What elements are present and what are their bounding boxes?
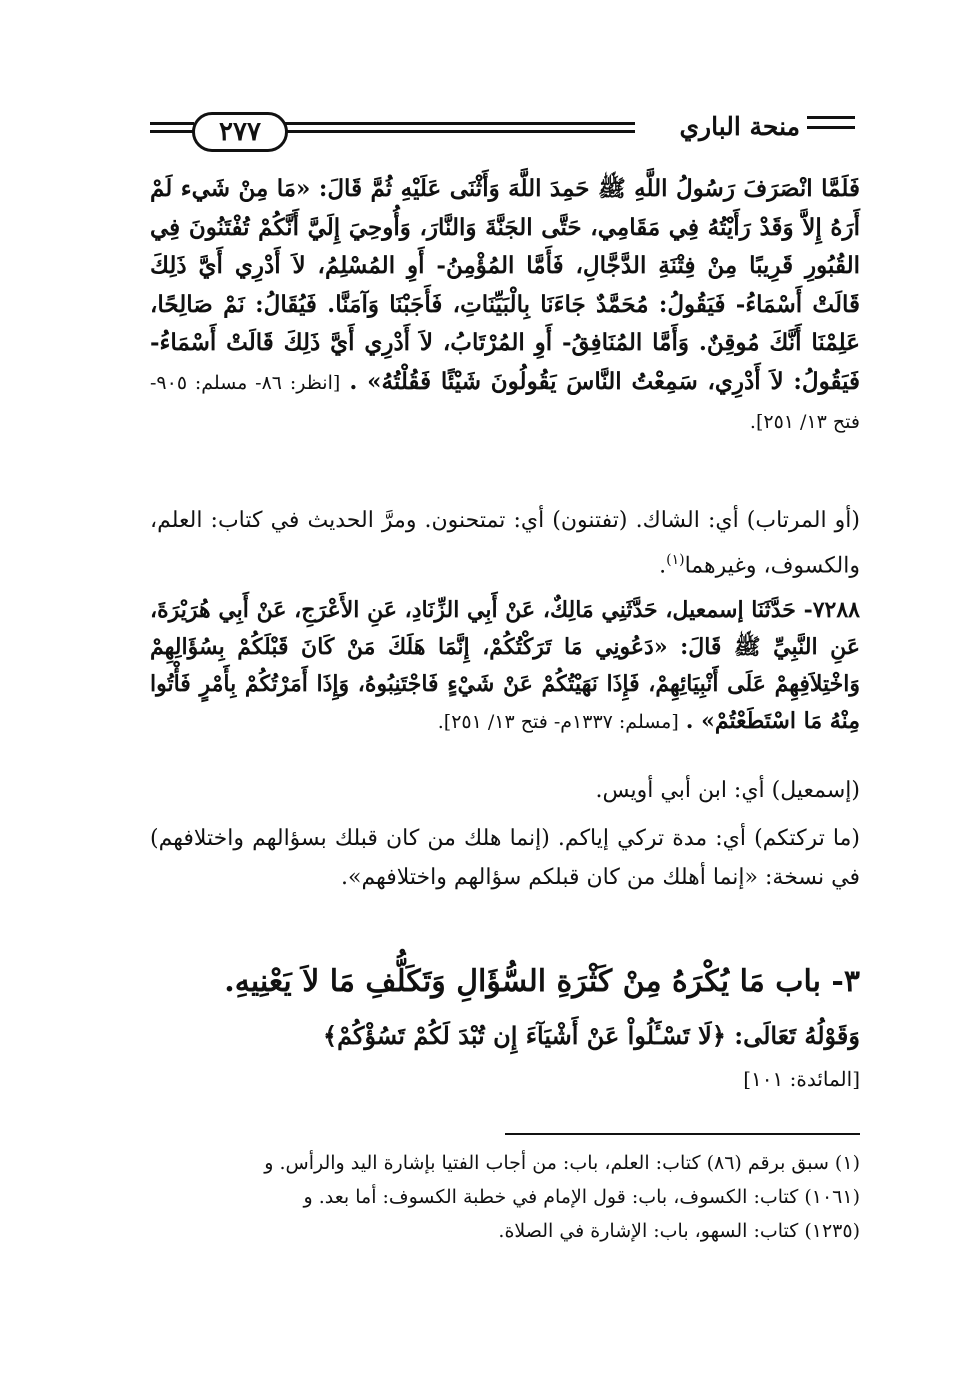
commentary-text: (إسمعيل) أي: ابن أبي أويس. <box>595 778 860 803</box>
header-rule-right <box>807 126 855 129</box>
footnotes <box>170 1146 860 1248</box>
quran-verse: وَقَوْلُهُ تَعَالَى: ﴿لَا تَسْـَٔلُواْ عَنْ أَشْيَآءَ إِن تُبْدَ لَكُمْ تَسُؤْكُمْ﴾ <box>323 1021 860 1050</box>
header-rule-left <box>150 122 194 125</box>
commentary-paragraph: (أو المرتاب) أي: الشاك. (تفتنون) أي: تمتحنون. ومرَّ الحديث في كتاب: العلم، والكسوف، وغيرهما$^{(١)}$. <box>150 508 860 578</box>
hadith-text: ٧٢٨٨- حَدَّثَنَا إسمعيل، حَدَّثَنِي مَالِكٌ، عَنْ أَبِي الزِّنَادِ، عَنِ الأَعْرَجِ، عَنْ أَبِي هُرَيْرَةَ، عَنِ النَّبِيِّ ﷺ قَالَ: «دَعُونِي مَا تَرَكْتُكُمْ، إِنَّمَا هَلَكَ مَنْ كَانَ قَبْلَكُمْ بِسُؤَالِهِمْ وَاخْتِلاَفِهِمْ عَلَى أَنْبِيَائِهِمْ، فَإِذَا نَهَيْتُكُمْ عَنْ شَيْءٍ فَاجْتَنِبُوهُ، وَإِذَا أَمَرْتُكُمْ بِأَمْرٍ فَأْتُوا مِنْهُ مَا اسْتَطَعْتُمْ» . <box>150 597 860 734</box>
commentary-paragraph <box>150 772 860 811</box>
commentary-paragraph <box>150 820 860 897</box>
running-title: منحة الباري <box>679 112 800 141</box>
hadith-7287-paragraph <box>150 170 860 442</box>
commentary-text: (ما تركتكم) أي: مدة تركي إياكم. (إنما هلك من كان قبلك بسؤالهم واختلافهم) في نسخة: «إنما أهلك من كان قبلكم سؤالهم واختلافهم». <box>150 826 860 890</box>
commentary-text: (أو المرتاب) أي: الشاك. (تفتنون) أي: تمتحنون. ومرَّ الحديث في كتاب: العلم، والكسوف، وغيرهما <box>150 508 860 578</box>
header-rule-middle <box>285 130 635 133</box>
footnote-line: (١٠٦١) كتاب: الكسوف، باب: قول الإمام في خطبة الكسوف: أما بعد. و <box>303 1186 860 1208</box>
chapter-heading: ٣- باب مَا يُكْرَهُ مِنْ كَثْرَةِ السُّؤَالِ وَتَكَلُّفِ مَا لاَ يَعْنِيهِ. <box>224 964 860 999</box>
footnote-line: (١٢٣٥) كتاب: السهو، باب: الإشارة في الصلاة. <box>498 1220 860 1242</box>
header-rule-right <box>807 116 855 119</box>
hadith-7288-paragraph <box>150 592 860 741</box>
header-rule-middle <box>285 122 635 125</box>
footnote-line: (١) سبق برقم (٨٦) كتاب: العلم، باب: من أجاب الفتيا بإشارة اليد والرأس. و <box>264 1152 860 1174</box>
hadith-reference: [مسلم: ١٣٣٧م- فتح ١٣/ ٢٥١]. <box>437 711 679 733</box>
hadith-text: فَلَمَّا انْصَرَفَ رَسُولُ اللَّهِ ﷺ حَمِدَ اللَّهَ وَأَثْنَى عَلَيْهِ ثُمَّ قَالَ: «مَا مِنْ شَيء لَمْ أَرَهُ إِلاَّ وَقَدْ رَأَيْتُهُ فِي مَقَامِي، حَتَّى الجَنَّةَ وَالنَّارَ، وَأُوحِيَ إِلَيَّ أَنَّكُمْ تُفْتَنُونَ فِي القُبُورِ قَرِيبًا مِنْ فِتْنَةِ الدَّجَّالِ، فَأَمَّا المُؤْمِنُ- أَوِ المُسْلِمُ، لاَ أَدْرِي أَيَّ ذَلِكَ قَالَتْ أَسْمَاءُ- فَيَقُولُ: مُحَمَّدٌ جَاءَنَا بِالْبَيِّنَاتِ، فَأَجَبْنَا وَآمَنَّا. فَيُقَالُ: نَمْ صَالِحًا، عَلِمْنَا أَنَّكَ مُوقِنٌ. وَأَمَّا المُنَافِقُ- أَوِ المُرْتَابُ، لاَ أَدْرِي أَيَّ ذَلِكَ قَالَتْ أَسْمَاءُ- فَيَقُولُ: لاَ أَدْرِي، سَمِعْتُ النَّاسَ يَقُولُونَ شَيْئًا فَقُلْتُهُ» . <box>150 175 861 395</box>
verse-reference: [المائدة: ١٠١] <box>743 1067 860 1091</box>
page-header <box>150 98 855 160</box>
footnote-separator <box>505 1133 860 1135</box>
hadith-reference: [انظر: ٨٦- مسلم: ٩٠٥- فتح ١٣/ ٢٥١]. <box>150 371 860 433</box>
footnote-marker: (١) <box>666 551 685 568</box>
header-rule-left <box>150 130 194 133</box>
page-number: ٢٧٧ <box>192 112 288 152</box>
